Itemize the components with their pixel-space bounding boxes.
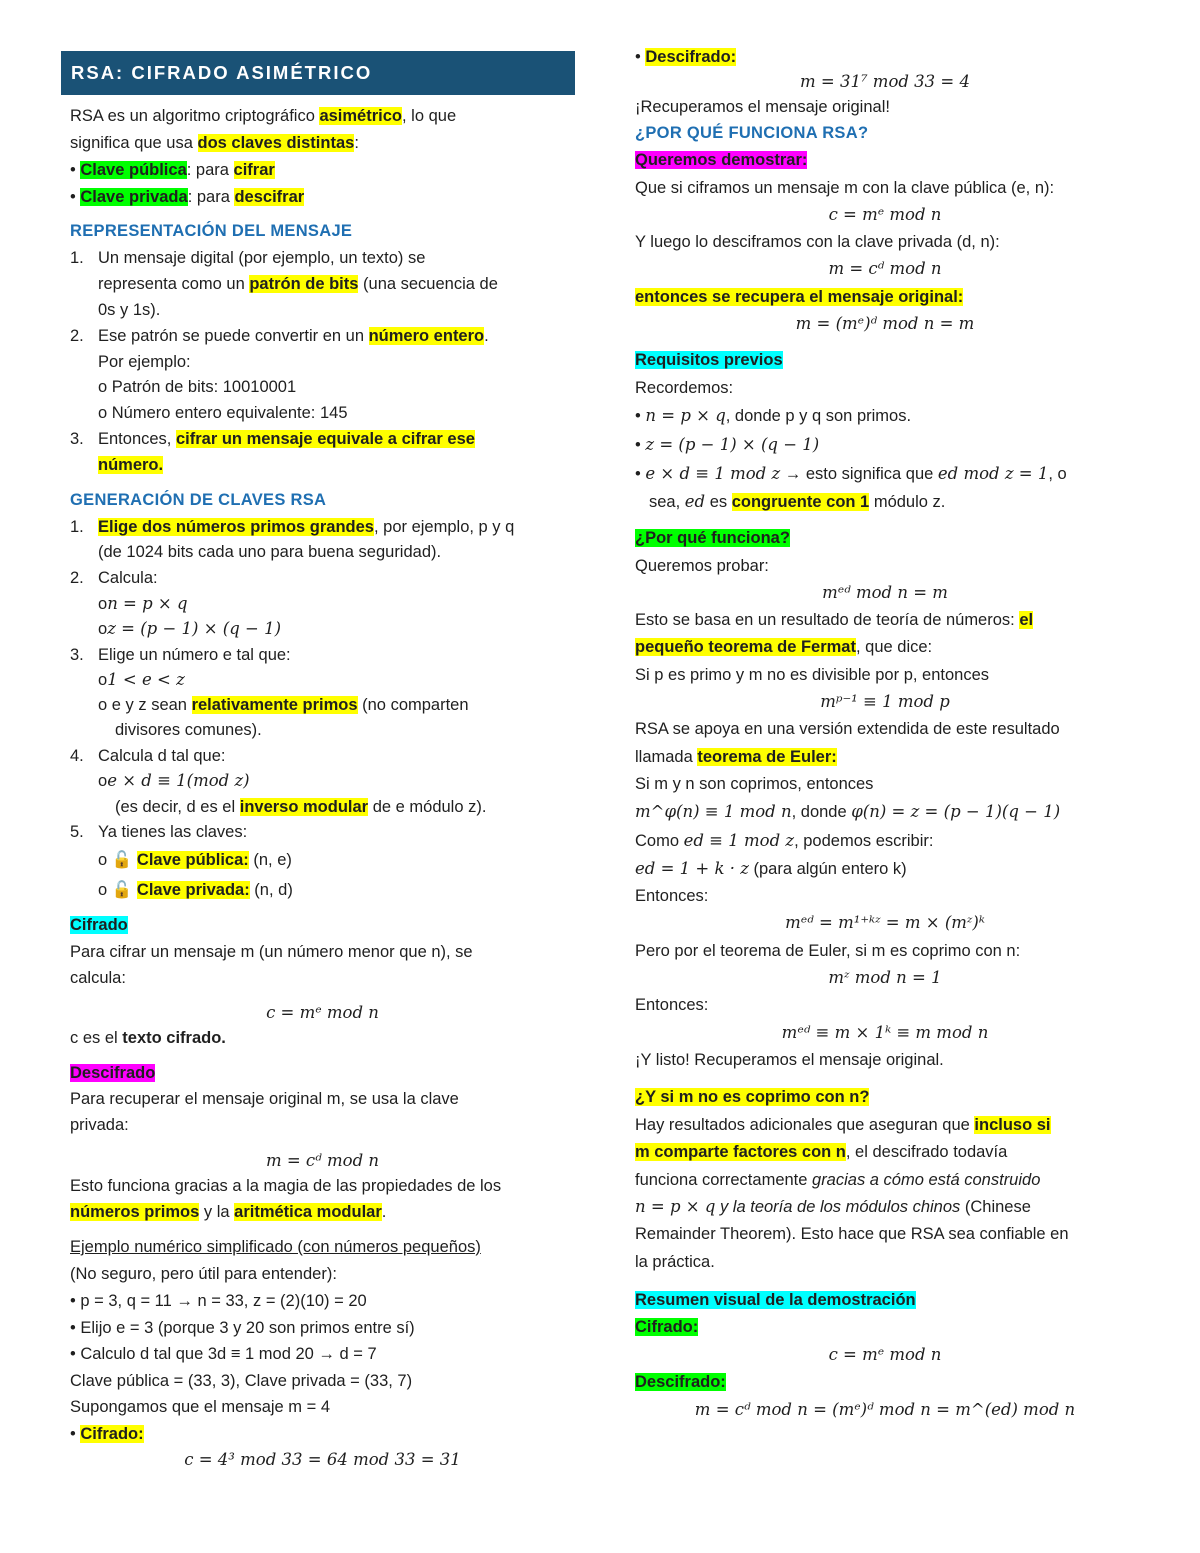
bullet-item: • e × d ≡ 1 mod z → esto significa que ed mod z = 1, o	[635, 464, 1067, 483]
formula-ejemplo-cifrado: c = 4³ mod 33 = 64 mod 33 = 31	[184, 1450, 461, 1469]
subheading: Resumen visual de la demostración	[635, 1291, 916, 1309]
paragraph-line: Para recuperar el mensaje original m, se usa la clave	[70, 1090, 459, 1108]
paragraph-line: Entonces:	[635, 996, 709, 1014]
page-title-banner	[61, 51, 575, 95]
list-item: (de 1024 bits cada uno para buena seguridad).	[98, 543, 442, 561]
paragraph-line: calcula:	[70, 969, 126, 987]
list-item: Por ejemplo:	[98, 353, 191, 371]
bullet-item: • z = (p − 1) × (q − 1)	[635, 435, 820, 454]
paragraph-line: llamada teorema de Euler:	[635, 748, 837, 766]
paragraph-line: Esto se basa en un resultado de teoría de números: el	[635, 611, 1034, 629]
list-item: Elige un número e tal que:	[98, 646, 291, 664]
subheading: Queremos demostrar:	[635, 151, 808, 169]
paragraph-line: ¡Recuperamos el mensaje original!	[635, 98, 890, 116]
paragraph-line: m comparte factores con n, el descifrado todavía	[635, 1143, 1008, 1161]
sub-item: o e y z sean relativamente primos (no comparten	[98, 696, 469, 714]
formula-cifrado: c = mᵉ mod n	[266, 1003, 379, 1022]
list-item: número.	[98, 456, 164, 474]
lock-icon: 🔓	[111, 881, 133, 899]
subheading: Requisitos previos	[635, 351, 783, 369]
sub-item: o1 < e < z	[98, 670, 185, 689]
bullet-item: • p = 3, q = 11 → n = 33, z = (2)(10) = 20	[70, 1292, 367, 1310]
formula: c = mᵉ mod n	[828, 205, 942, 224]
section-heading-descifrado: Descifrado	[70, 1064, 156, 1082]
list-number: 1.	[70, 518, 84, 536]
paragraph-line: Queremos probar:	[635, 557, 769, 575]
list-item: Ya tienes las claves:	[98, 823, 248, 841]
paragraph-line: Esto funciona gracias a la magia de las propiedades de los	[70, 1177, 502, 1195]
paragraph-line: Y luego lo desciframos con la clave privada (d, n):	[635, 233, 1000, 251]
example-heading: Ejemplo numérico simplificado (con números pequeños)	[70, 1238, 481, 1256]
sub-item: o Número entero equivalente: 145	[98, 404, 348, 422]
sub-item-private-key: o 🔓 Clave privada: (n, d)	[98, 881, 293, 899]
paragraph-line: funciona correctamente gracias a cómo está construido	[635, 1171, 1041, 1189]
paragraph-line: pequeño teorema de Fermat, que dice:	[635, 638, 933, 656]
list-item: Ese patrón se puede convertir en un número entero.	[98, 327, 489, 345]
sub-item: (es decir, d es el inverso modular de e módulo z).	[115, 798, 487, 816]
intro-line-1: RSA es un algoritmo criptográfico asimétrico, lo que	[70, 107, 457, 125]
paragraph-line: entonces se recupera el mensaje original:	[635, 288, 964, 306]
paragraph-line: ¡Y listo! Recuperamos el mensaje original.	[635, 1051, 944, 1069]
sub-item: on = p × q	[98, 594, 188, 613]
formula-ejemplo-descifrado: m = 31⁷ mod 33 = 4	[799, 72, 970, 91]
paragraph-line: Hay resultados adicionales que aseguran que incluso si	[635, 1116, 1051, 1134]
paragraph-line: números primos y la aritmética modular.	[70, 1203, 387, 1221]
list-item: Calcula:	[98, 569, 158, 587]
sub-item: divisores comunes).	[115, 721, 262, 739]
list-number: 2.	[70, 569, 84, 587]
bullet-item: • Descifrado:	[635, 48, 737, 66]
list-item: representa como un patrón de bits (una secuencia de	[98, 275, 498, 293]
paragraph-line: ed = 1 + k · z (para algún entero k)	[635, 859, 907, 878]
paragraph-line: Que si ciframos un mensaje m con la clave pública (e, n):	[635, 179, 1055, 197]
bullet-item: • Cifrado:	[70, 1425, 144, 1443]
subheading: ¿Y si m no es coprimo con n?	[635, 1088, 870, 1106]
bullet-item: • Calculo d tal que 3d ≡ 1 mod 20 → d = 7	[70, 1345, 377, 1363]
bullet-item: • Elijo e = 3 (porque 3 y 20 son primos entre sí)	[70, 1319, 415, 1337]
formula: m = cᵈ mod n	[828, 259, 942, 278]
paragraph-line: Si p es primo y m no es divisible por p, entonces	[635, 666, 990, 684]
lock-icon: 🔓	[111, 851, 133, 869]
formula-descifrado: m = cᵈ mod n	[265, 1151, 380, 1170]
list-item: Calcula d tal que:	[98, 747, 226, 765]
subheading: Cifrado:	[635, 1318, 699, 1336]
intro-bullet-private: • Clave privada: para descifrar	[70, 188, 305, 206]
paragraph-line: Si m y n son coprimos, entonces	[635, 775, 874, 793]
paragraph-line: RSA se apoya en una versión extendida de este resultado	[635, 720, 1060, 738]
bullet-item: • n = p × q, donde p y q son primos.	[635, 406, 912, 425]
paragraph-line: Como ed ≡ 1 mod z, podemos escribir:	[635, 831, 934, 850]
formula: c = mᵉ mod n	[828, 1345, 942, 1364]
subheading: ¿Por qué funciona?	[635, 529, 790, 547]
paragraph-line: Supongamos que el mensaje m = 4	[70, 1398, 331, 1416]
paragraph-line: Recordemos:	[635, 379, 734, 397]
paragraph-line: n = p × q y la teoría de los módulos chinos (Chinese	[635, 1197, 1031, 1216]
section-heading-generacion: GENERACIÓN DE CLAVES RSA	[70, 491, 327, 509]
list-number: 3.	[70, 430, 84, 448]
section-heading-por-que: ¿POR QUÉ FUNCIONA RSA?	[635, 124, 869, 142]
paragraph-line: c es el texto cifrado.	[70, 1029, 226, 1047]
section-heading-cifrado: Cifrado	[70, 916, 128, 934]
paragraph-line: privada:	[70, 1116, 129, 1134]
intro-line-2: significa que usa dos claves distintas:	[70, 134, 359, 152]
formula: m = (mᵉ)ᵈ mod n = m	[795, 314, 975, 333]
formula: mᵉᵈ mod n = m	[822, 583, 948, 602]
list-item: Entonces, cifrar un mensaje equivale a cifrar ese	[98, 430, 475, 448]
formula: mᶻ mod n = 1	[828, 968, 942, 987]
paragraph-line: m^φ(n) ≡ 1 mod n, donde φ(n) = z = (p − 1)(q − 1)	[635, 802, 1061, 821]
list-item: Elige dos números primos grandes, por ejemplo, p y q	[98, 518, 515, 536]
paragraph-line: la práctica.	[635, 1253, 715, 1271]
list-number: 2.	[70, 327, 84, 345]
intro-bullet-public: • Clave pública: para cifrar	[70, 161, 275, 179]
page-title: RSA: CIFRADO ASIMÉTRICO	[71, 62, 373, 83]
formula: mᵉᵈ = m¹⁺ᵏᶻ = m × (mᶻ)ᵏ	[785, 913, 985, 932]
sub-item: oe × d ≡ 1(mod z)	[98, 771, 250, 790]
list-item: Un mensaje digital (por ejemplo, un texto) se	[98, 249, 426, 267]
paragraph-line: Para cifrar un mensaje m (un número menor que n), se	[70, 943, 473, 961]
paragraph-line: Pero por el teorema de Euler, si m es coprimo con n:	[635, 942, 1021, 960]
subheading: Descifrado:	[635, 1373, 726, 1391]
list-number: 1.	[70, 249, 84, 267]
formula: mᵖ⁻¹ ≡ 1 mod p	[820, 692, 950, 711]
paragraph-line: Entonces:	[635, 887, 709, 905]
paragraph-line: Clave pública = (33, 3), Clave privada = (33, 7)	[70, 1372, 413, 1390]
formula: m = cᵈ mod n = (mᵉ)ᵈ mod n = m^(ed) mod n	[694, 1400, 1076, 1419]
section-heading-representacion: REPRESENTACIÓN DEL MENSAJE	[70, 222, 353, 240]
paragraph-line: (No seguro, pero útil para entender):	[70, 1265, 337, 1283]
list-number: 3.	[70, 646, 84, 664]
paragraph-line: Remainder Theorem). Esto hace que RSA sea confiable en	[635, 1225, 1069, 1243]
list-number: 4.	[70, 747, 84, 765]
list-item: 0s y 1s).	[98, 301, 161, 319]
sub-item-public-key: o 🔓 Clave pública: (n, e)	[98, 851, 292, 869]
sub-item: o Patrón de bits: 10010001	[98, 378, 297, 396]
list-number: 5.	[70, 823, 84, 841]
bullet-item: sea, ed es congruente con 1 módulo z.	[649, 492, 946, 511]
formula: mᵉᵈ ≡ m × 1ᵏ ≡ m mod n	[781, 1023, 989, 1042]
sub-item: oz = (p − 1) × (q − 1)	[98, 619, 282, 638]
